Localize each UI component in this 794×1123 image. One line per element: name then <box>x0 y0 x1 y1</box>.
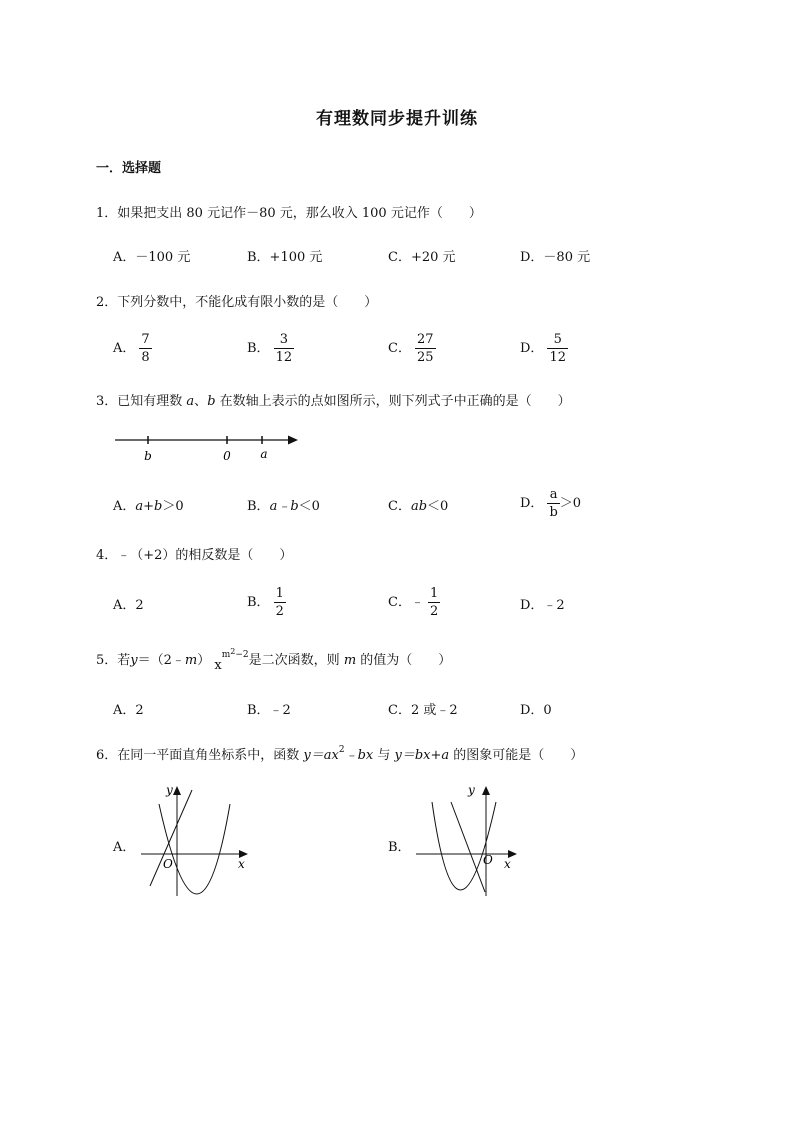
denominator: 12 <box>275 350 293 365</box>
separator: 、 <box>194 394 208 409</box>
denominator: 2 <box>429 604 439 619</box>
stem-text: 是二次函数，则 <box>248 653 344 668</box>
denominator: b <box>549 505 558 520</box>
origin-label: O <box>163 857 173 871</box>
variable-m: m <box>343 653 357 668</box>
number-line-figure <box>110 430 310 470</box>
arrow-icon <box>482 786 490 795</box>
question-6-option-a[interactable]: A． <box>113 840 136 855</box>
question-1-option-b[interactable]: B．+100 元 <box>247 250 323 265</box>
axis-label-a: a <box>260 447 268 461</box>
question-2-option-a[interactable] <box>113 332 152 365</box>
fraction <box>547 332 568 365</box>
question-3-stem <box>96 390 571 409</box>
question-5-option-d[interactable]: D．0 <box>520 703 552 718</box>
variable-x: x <box>214 658 222 673</box>
question-2-option-b[interactable] <box>247 332 294 365</box>
page-title: 有理数同步提升训练 <box>316 109 478 129</box>
exponent-tail: −2 <box>235 650 249 660</box>
arrow-icon <box>173 786 181 795</box>
axis-label-x: x <box>504 857 511 871</box>
fraction <box>139 332 151 365</box>
fraction <box>274 332 295 365</box>
variable-y: y <box>130 653 138 668</box>
question-6-stem <box>96 744 583 763</box>
denominator: 12 <box>549 350 566 365</box>
stem-text: 与 <box>373 748 395 763</box>
function-1: y＝ax <box>303 748 339 763</box>
exponent <box>221 647 249 660</box>
question-6-option-b[interactable]: B． <box>388 840 411 855</box>
relation: ＞0 <box>559 496 582 511</box>
stem-text: 的图象可能是（ ） <box>449 748 584 763</box>
fraction <box>415 332 436 365</box>
question-1-stem: 1．如果把支出 80 元记作－80 元，那么收入 100 元记作（ ） <box>96 206 482 221</box>
question-3-option-a[interactable] <box>113 495 184 514</box>
stem-text: 3．已知有理数 <box>96 394 187 409</box>
variable-b: b <box>207 394 216 409</box>
option-label: D． <box>520 341 544 356</box>
question-4-option-d[interactable]: D．﹣2 <box>520 598 565 613</box>
exponent-m: m <box>221 650 231 660</box>
question-4-option-b[interactable] <box>247 586 286 619</box>
question-2-stem: 2．下列分数中，不能化成有限小数的是（ ） <box>96 295 378 310</box>
question-1-option-c[interactable]: C．+20 元 <box>388 250 456 265</box>
function-2: y＝bx+a <box>394 748 450 763</box>
question-4-option-c[interactable] <box>388 586 440 619</box>
denominator: 25 <box>416 350 434 365</box>
line-graph <box>150 790 192 886</box>
option-label: A． <box>113 341 136 356</box>
numerator: a <box>549 487 558 502</box>
numerator: 27 <box>416 332 434 347</box>
option-label: D． <box>520 496 544 511</box>
question-2-option-d[interactable] <box>520 332 568 365</box>
axis-label-zero: 0 <box>223 449 231 463</box>
stem-text: 的值为（ ） <box>356 653 452 668</box>
arrow-icon <box>288 436 298 445</box>
line-graph <box>451 802 485 892</box>
axis-label-x: x <box>238 857 245 871</box>
stem-text: 5．若 <box>96 653 131 668</box>
question-4-stem: 4．﹣（+2）的相反数是（ ） <box>96 548 293 563</box>
expression: ab <box>410 499 428 514</box>
numerator: 7 <box>141 332 150 347</box>
fraction <box>274 586 286 619</box>
fraction <box>428 586 440 619</box>
question-3-option-d[interactable] <box>520 487 581 520</box>
question-4-option-a[interactable]: A．2 <box>113 598 144 613</box>
expression: a+b <box>135 499 163 514</box>
denominator: 8 <box>141 350 150 365</box>
fraction <box>547 487 559 520</box>
question-1-option-d[interactable]: D．－80 元 <box>520 250 591 265</box>
stem-text: ＝（2﹣ <box>137 653 185 668</box>
option-label: B． <box>247 341 270 356</box>
numerator: 5 <box>553 332 562 347</box>
exponent-square: 2 <box>230 647 236 656</box>
axis-label-y: y <box>166 783 173 797</box>
graph-option-a <box>135 782 260 902</box>
parabola <box>159 804 230 894</box>
stem-text: ） <box>197 653 211 668</box>
axis-label-y: y <box>468 783 475 797</box>
option-label: B． <box>247 595 270 610</box>
stem-text: 在数轴上表示的点如图所示，则下列式子中正确的是（ ） <box>215 394 571 409</box>
relation: ＜0 <box>427 499 449 514</box>
expression: a﹣b <box>269 499 299 514</box>
option-label: C． <box>388 341 411 356</box>
stem-text: 6．在同一平面直角坐标系中，函数 <box>96 748 304 763</box>
question-5-option-b[interactable]: B．﹣2 <box>247 703 291 718</box>
question-5-option-a[interactable]: A．2 <box>113 703 144 718</box>
relation: ＜0 <box>298 499 320 514</box>
numerator: 3 <box>279 332 288 347</box>
option-label: A． <box>113 499 136 514</box>
option-label: B． <box>247 499 270 514</box>
relation: ＞0 <box>162 499 184 514</box>
section-heading: 一．选择题 <box>96 161 162 176</box>
option-label: C．﹣ <box>388 595 424 610</box>
axis-label-b: b <box>144 449 152 463</box>
variable-a: a <box>186 394 195 409</box>
question-3-option-c[interactable] <box>388 495 448 514</box>
function-1-tail: ﹣bx <box>344 748 374 763</box>
denominator: 2 <box>275 604 284 619</box>
question-2-option-c[interactable] <box>388 332 436 365</box>
graph-option-b <box>410 782 535 902</box>
question-3-option-b[interactable] <box>247 495 320 514</box>
option-label: C． <box>388 499 411 514</box>
question-5-stem <box>96 647 452 673</box>
numerator: 1 <box>275 586 284 601</box>
question-5-option-c[interactable]: C．2 或﹣2 <box>388 703 458 718</box>
variable-m: m <box>184 653 198 668</box>
origin-label: O <box>483 853 493 867</box>
exponent: 2 <box>338 745 345 755</box>
question-1-option-a[interactable]: A．－100 元 <box>113 250 191 265</box>
numerator: 1 <box>429 586 439 601</box>
